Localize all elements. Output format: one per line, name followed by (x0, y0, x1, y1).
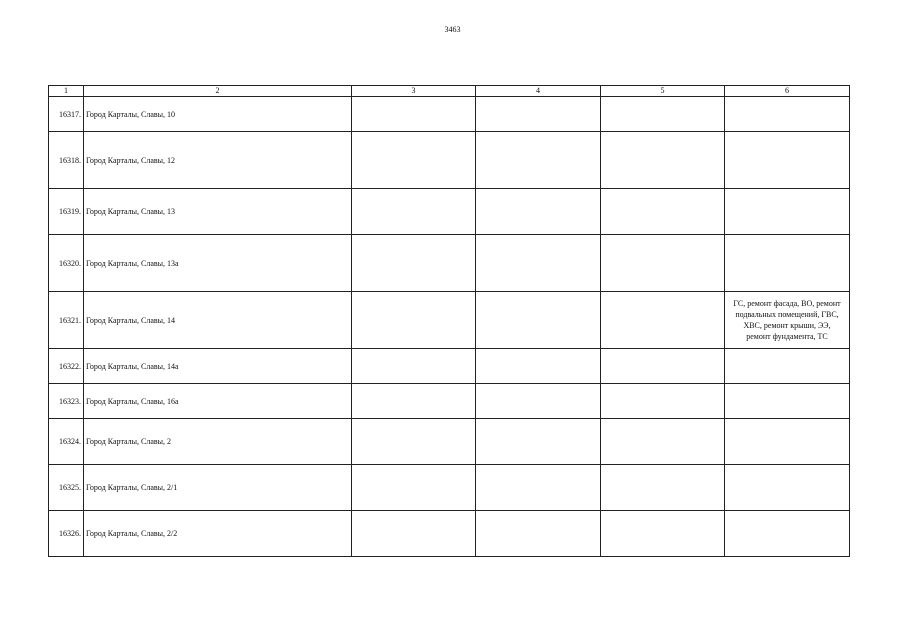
cell-col3 (352, 97, 476, 132)
row-number: 16320. (49, 235, 84, 292)
column-header: 3 (352, 86, 476, 97)
cell-col4 (476, 465, 601, 511)
column-header: 5 (601, 86, 725, 97)
column-header: 1 (49, 86, 84, 97)
table-row (49, 511, 850, 557)
cell-col4 (476, 97, 601, 132)
address-cell: Город Карталы, Славы, 13а (84, 235, 352, 292)
address-cell: Город Карталы, Славы, 12 (84, 132, 352, 189)
table-row (49, 349, 850, 384)
address-cell: Город Карталы, Славы, 2/2 (84, 511, 352, 557)
row-number: 16324. (49, 419, 84, 465)
cell-col5 (601, 97, 725, 132)
address-cell: Город Карталы, Славы, 2 (84, 419, 352, 465)
address-cell: Город Карталы, Славы, 14 (84, 292, 352, 349)
row-number: 16322. (49, 349, 84, 384)
row-number: 16321. (49, 292, 84, 349)
cell-col4 (476, 235, 601, 292)
work-types-cell (725, 465, 850, 511)
cell-col5 (601, 189, 725, 235)
work-types-cell (725, 419, 850, 465)
header-row (49, 86, 850, 97)
cell-col5 (601, 465, 725, 511)
cell-col5 (601, 235, 725, 292)
cell-col5 (601, 349, 725, 384)
work-types-line: ГС, ремонт фасада, ВО, ремонт (733, 299, 841, 308)
table-row (49, 419, 850, 465)
cell-col3 (352, 189, 476, 235)
row-number: 16317. (49, 97, 84, 132)
cell-col5 (601, 419, 725, 465)
table-row (49, 465, 850, 511)
cell-col4 (476, 511, 601, 557)
cell-col3 (352, 349, 476, 384)
cell-col4 (476, 132, 601, 189)
work-types-cell (725, 292, 850, 349)
work-types-cell (725, 132, 850, 189)
cell-col4 (476, 292, 601, 349)
address-cell: Город Карталы, Славы, 2/1 (84, 465, 352, 511)
cell-col3 (352, 292, 476, 349)
column-header: 6 (725, 86, 850, 97)
cell-col3 (352, 235, 476, 292)
work-types-cell (725, 189, 850, 235)
cell-col3 (352, 419, 476, 465)
cell-col4 (476, 349, 601, 384)
cell-col5 (601, 384, 725, 419)
row-number: 16326. (49, 511, 84, 557)
cell-col4 (476, 419, 601, 465)
cell-col3 (352, 384, 476, 419)
work-types-cell (725, 349, 850, 384)
column-header: 2 (84, 86, 352, 97)
register-table (48, 85, 850, 557)
table-row (49, 384, 850, 419)
work-types-line: подвальных помещений, ГВС, (735, 310, 839, 319)
work-types-cell (725, 384, 850, 419)
address-cell: Город Карталы, Славы, 16а (84, 384, 352, 419)
column-header: 4 (476, 86, 601, 97)
table-row (49, 235, 850, 292)
table-row (49, 189, 850, 235)
table-row (49, 292, 850, 349)
row-number: 16318. (49, 132, 84, 189)
row-number: 16325. (49, 465, 84, 511)
table-row (49, 97, 850, 132)
address-cell: Город Карталы, Славы, 14а (84, 349, 352, 384)
cell-col4 (476, 189, 601, 235)
cell-col5 (601, 132, 725, 189)
page-number: 3463 (444, 25, 461, 34)
work-types-line: ХВС, ремонт крыши, ЭЭ, (743, 321, 831, 330)
work-types-cell (725, 97, 850, 132)
cell-col3 (352, 132, 476, 189)
work-types-cell (725, 235, 850, 292)
table-row (49, 132, 850, 189)
cell-col3 (352, 465, 476, 511)
cell-col5 (601, 511, 725, 557)
work-types-line: ремонт фундамента, ТС (746, 332, 828, 341)
work-types-cell (725, 511, 850, 557)
cell-col3 (352, 511, 476, 557)
address-cell: Город Карталы, Славы, 13 (84, 189, 352, 235)
row-number: 16319. (49, 189, 84, 235)
cell-col4 (476, 384, 601, 419)
row-number: 16323. (49, 384, 84, 419)
address-cell: Город Карталы, Славы, 10 (84, 97, 352, 132)
cell-col5 (601, 292, 725, 349)
